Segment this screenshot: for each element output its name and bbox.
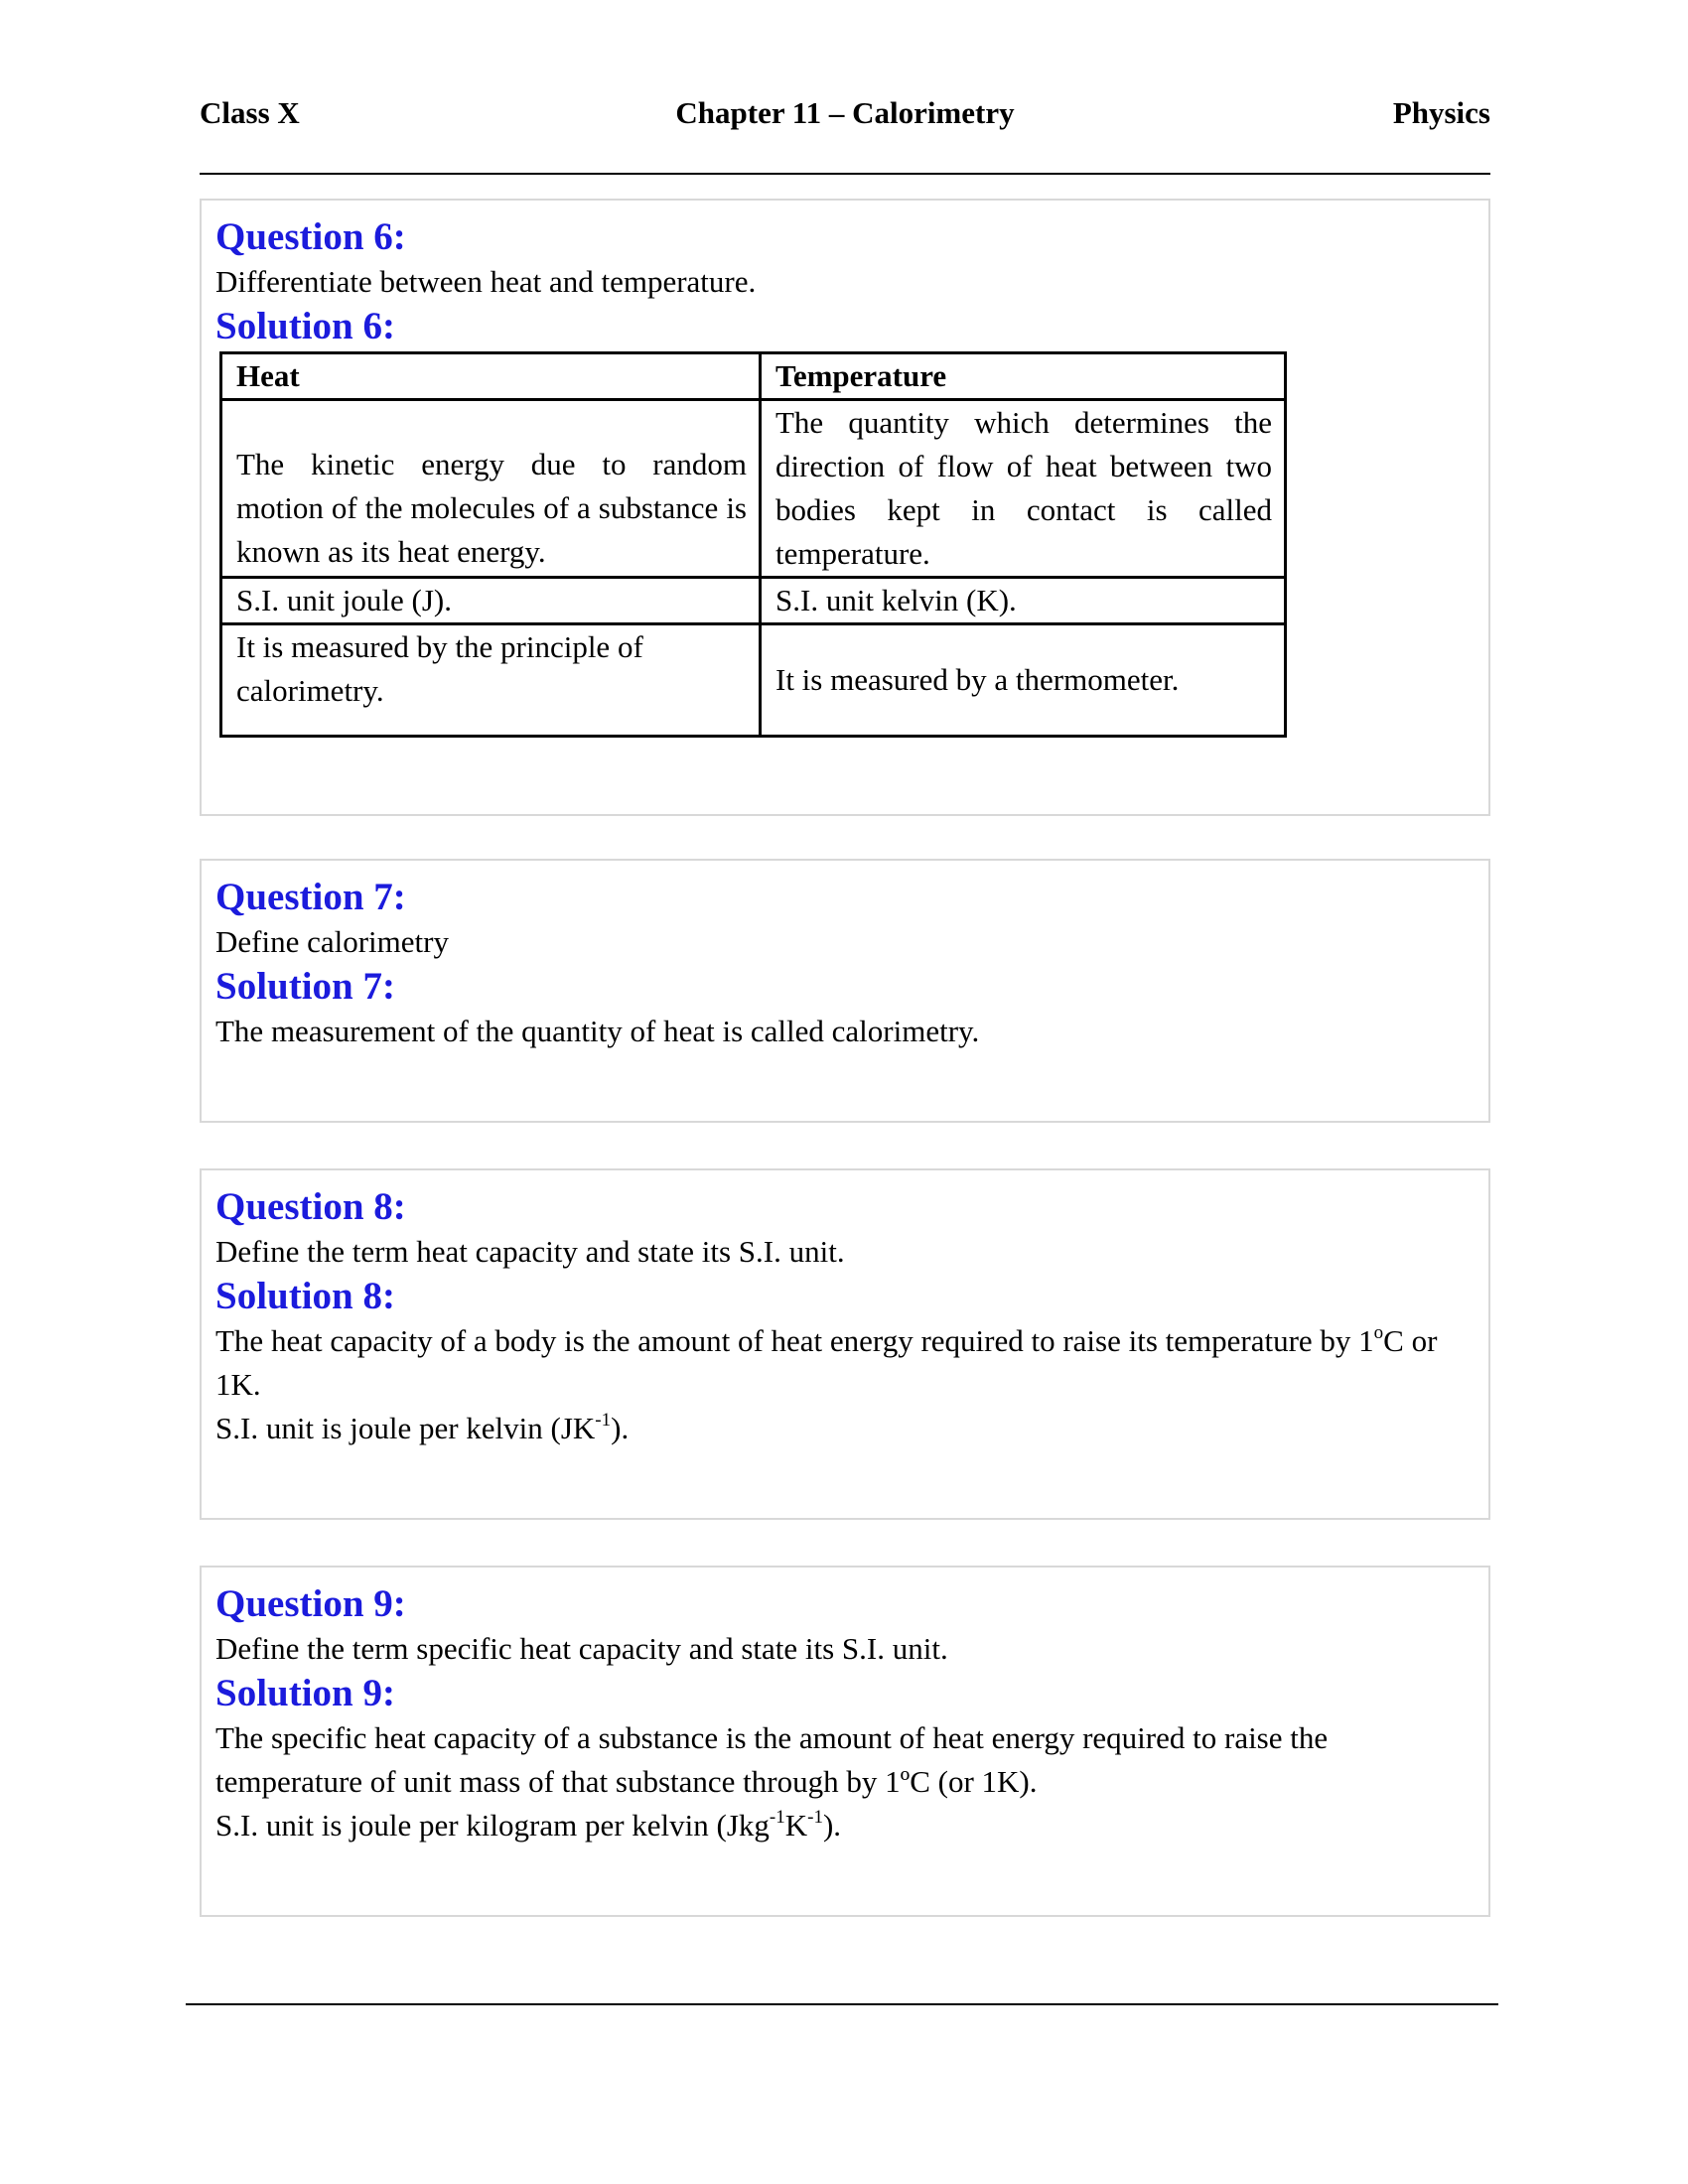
exponent-superscript: -1 — [807, 1806, 823, 1828]
solution-text-part: K — [784, 1808, 808, 1843]
heat-vs-temperature-table — [219, 351, 1287, 738]
question-text: Differentiate between heat and temperature. — [215, 264, 757, 299]
solution-text: The specific heat capacity of a substance is the amount of heat energy required to raise the temperature of unit mass of that substance through by 1ºC (or 1K). — [215, 1720, 1329, 1799]
table-cell: It is measured by the principle of calorimetry. — [221, 624, 761, 737]
table-cell: It is measured by a thermometer. — [761, 624, 1286, 737]
question-card-9 — [200, 1566, 1490, 1917]
si-unit-text — [215, 1407, 1475, 1450]
question-label: Question 8: — [215, 1185, 406, 1228]
solution-text-part: ). — [822, 1808, 842, 1843]
solution-label: Solution 9: — [215, 1672, 395, 1714]
solution-text: The measurement of the quantity of heat is called calorimetry. — [215, 1014, 980, 1048]
table-header-cell: Temperature — [761, 353, 1286, 400]
table-header-cell: Heat — [221, 353, 761, 400]
solution-label: Solution 6: — [215, 305, 395, 347]
page-header — [200, 95, 1490, 147]
question-text: Define the term specific heat capacity and state its S.I. unit. — [215, 1631, 948, 1666]
question-label: Question 9: — [215, 1582, 406, 1625]
table-row — [221, 400, 1286, 578]
question-text: Define calorimetry — [215, 924, 449, 959]
table-cell: S.I. unit kelvin (K). — [761, 578, 1286, 624]
solution-text-part: S.I. unit is joule per kelvin (JK — [215, 1411, 596, 1445]
footer-divider — [186, 2003, 1498, 2005]
header-class: Class X — [200, 95, 300, 130]
header-chapter-title: Chapter 11 – Calorimetry — [675, 95, 1015, 130]
question-card-8 — [200, 1168, 1490, 1520]
table-row — [221, 578, 1286, 624]
si-unit-text — [215, 1804, 1475, 1847]
table-header-row — [221, 353, 1286, 400]
table-cell: S.I. unit joule (J). — [221, 578, 761, 624]
question-text: Define the term heat capacity and state its S.I. unit. — [215, 1234, 845, 1269]
header-subject: Physics — [1392, 95, 1490, 130]
table-cell: The quantity which determines the direction of flow of heat between two bodies kept in contact is called temperature. — [761, 400, 1286, 578]
header-divider — [200, 173, 1490, 175]
solution-label: Solution 7: — [215, 965, 395, 1008]
solution-text-part: S.I. unit is joule per kilogram per kelvin (Jkg — [215, 1808, 770, 1843]
solution-text — [215, 1319, 1475, 1407]
table-row — [221, 624, 1286, 737]
question-label: Question 7: — [215, 876, 406, 918]
solution-label: Solution 8: — [215, 1275, 395, 1317]
exponent-superscript: -1 — [769, 1806, 785, 1828]
exponent-superscript: -1 — [595, 1409, 612, 1431]
question-label: Question 6: — [215, 215, 406, 258]
solution-text-part: ). — [611, 1411, 630, 1445]
solution-text-part: C or 1K. — [215, 1323, 1438, 1402]
question-card-6 — [200, 199, 1490, 816]
question-card-7 — [200, 859, 1490, 1123]
table-cell: The kinetic energy due to random motion of the molecules of a substance is known as its heat energy. — [221, 400, 761, 578]
degree-superscript: o — [1373, 1321, 1384, 1343]
solution-text-part: The heat capacity of a body is the amount of heat energy required to raise its temperature by 1 — [215, 1323, 1374, 1358]
